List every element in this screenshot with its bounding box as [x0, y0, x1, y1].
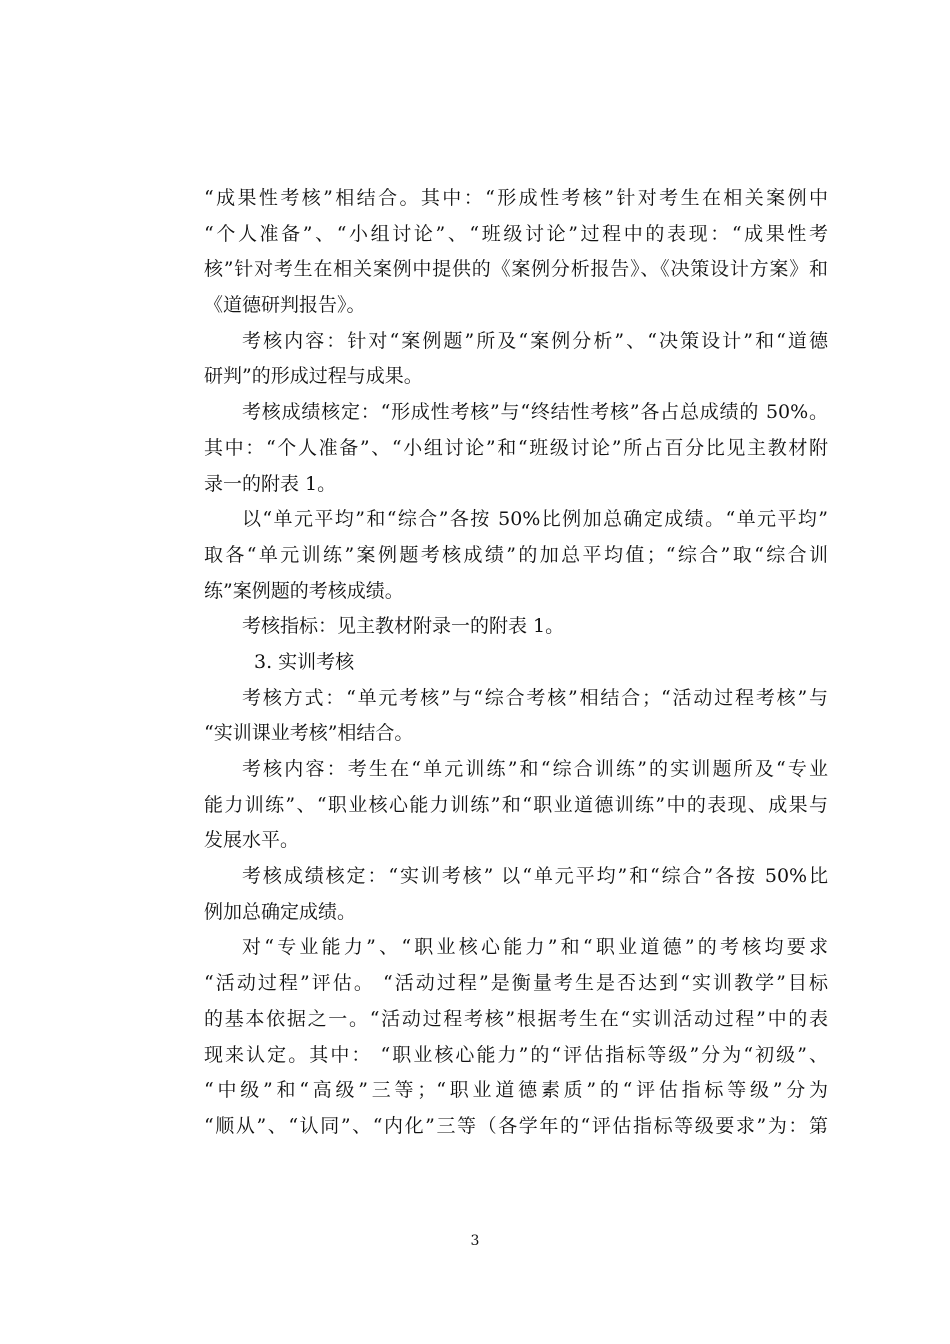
text-line: 录一的附表 1。 — [204, 472, 337, 495]
section-heading: 3. 实训考核 — [254, 650, 355, 673]
text-line: 例加总确定成绩。 — [204, 900, 357, 923]
text-line: 考核内容：考生在“单元训练”和“综合训练”的实训题所及“专业 — [242, 758, 828, 780]
text-line: “活动过程”评估。 “活动过程”是衡量考生是否达到“实训教学”目标 — [204, 972, 828, 995]
text-line: 对“专业能力”、“职业核心能力”和“职业道德”的考核均要求 — [242, 936, 828, 959]
text-line: “顺从”、“认同”、“内化”三等（各学年的“评估指标等级要求”为：第 — [204, 1114, 828, 1137]
text-line: 的基本依据之一。“活动过程考核”根据考生在“实训活动过程”中的表 — [204, 1007, 828, 1030]
text-line: 考核方式：“单元考核”与“综合考核”相结合；“活动过程考核”与 — [242, 686, 828, 709]
text-line: 核”针对考生在相关案例中提供的《案例分析报告》、《决策设计方案》和 — [204, 258, 828, 281]
text-line: “个人准备”、“小组讨论”、“班级讨论”过程中的表现：“成果性考 — [204, 222, 828, 245]
text-line: 考核成绩核定：“实训考核” 以“单元平均”和“综合”各按 50%比 — [242, 865, 828, 888]
text-line: 考核指标：见主教材附录一的附表 1。 — [242, 615, 565, 638]
text-line: 以“单元平均”和“综合”各按 50%比例加总确定成绩。“单元平均” — [242, 508, 828, 531]
text-line: “成果性考核”相结合。其中：“形成性考核”针对考生在相关案例中 — [204, 187, 828, 209]
text-line: 研判”的形成过程与成果。 — [204, 365, 423, 388]
text-line: 能力训练”、“职业核心能力训练”和“职业道德训练”中的表现、成果与 — [204, 793, 828, 816]
text-line: 其中：“个人准备”、“小组讨论”和“班级讨论”所占百分比见主教材附 — [204, 436, 828, 459]
body-text — [204, 181, 828, 1145]
text-line: “实训课业考核”相结合。 — [204, 722, 414, 745]
page-number: 3 — [470, 1233, 480, 1249]
text-line: 考核内容：针对“案例题”所及“案例分析”、“决策设计”和“道德 — [242, 329, 828, 352]
text-line: 取各“单元训练”案例题考核成绩”的加总平均值；“综合”取“综合训 — [204, 543, 828, 566]
text-line: 发展水平。 — [204, 829, 300, 852]
text-line: 练”案例题的考核成绩。 — [204, 579, 404, 602]
text-line: 现来认定。其中： “职业核心能力”的“评估指标等级”分为“初级”、 — [204, 1043, 828, 1066]
text-line: 考核成绩核定：“形成性考核”与“终结性考核”各占总成绩的 50%。 — [242, 401, 828, 424]
text-line: “中级”和“高级”三等；“职业道德素质”的“评估指标等级”分为 — [204, 1079, 828, 1102]
text-line: 《道德研判报告》。 — [204, 294, 366, 317]
